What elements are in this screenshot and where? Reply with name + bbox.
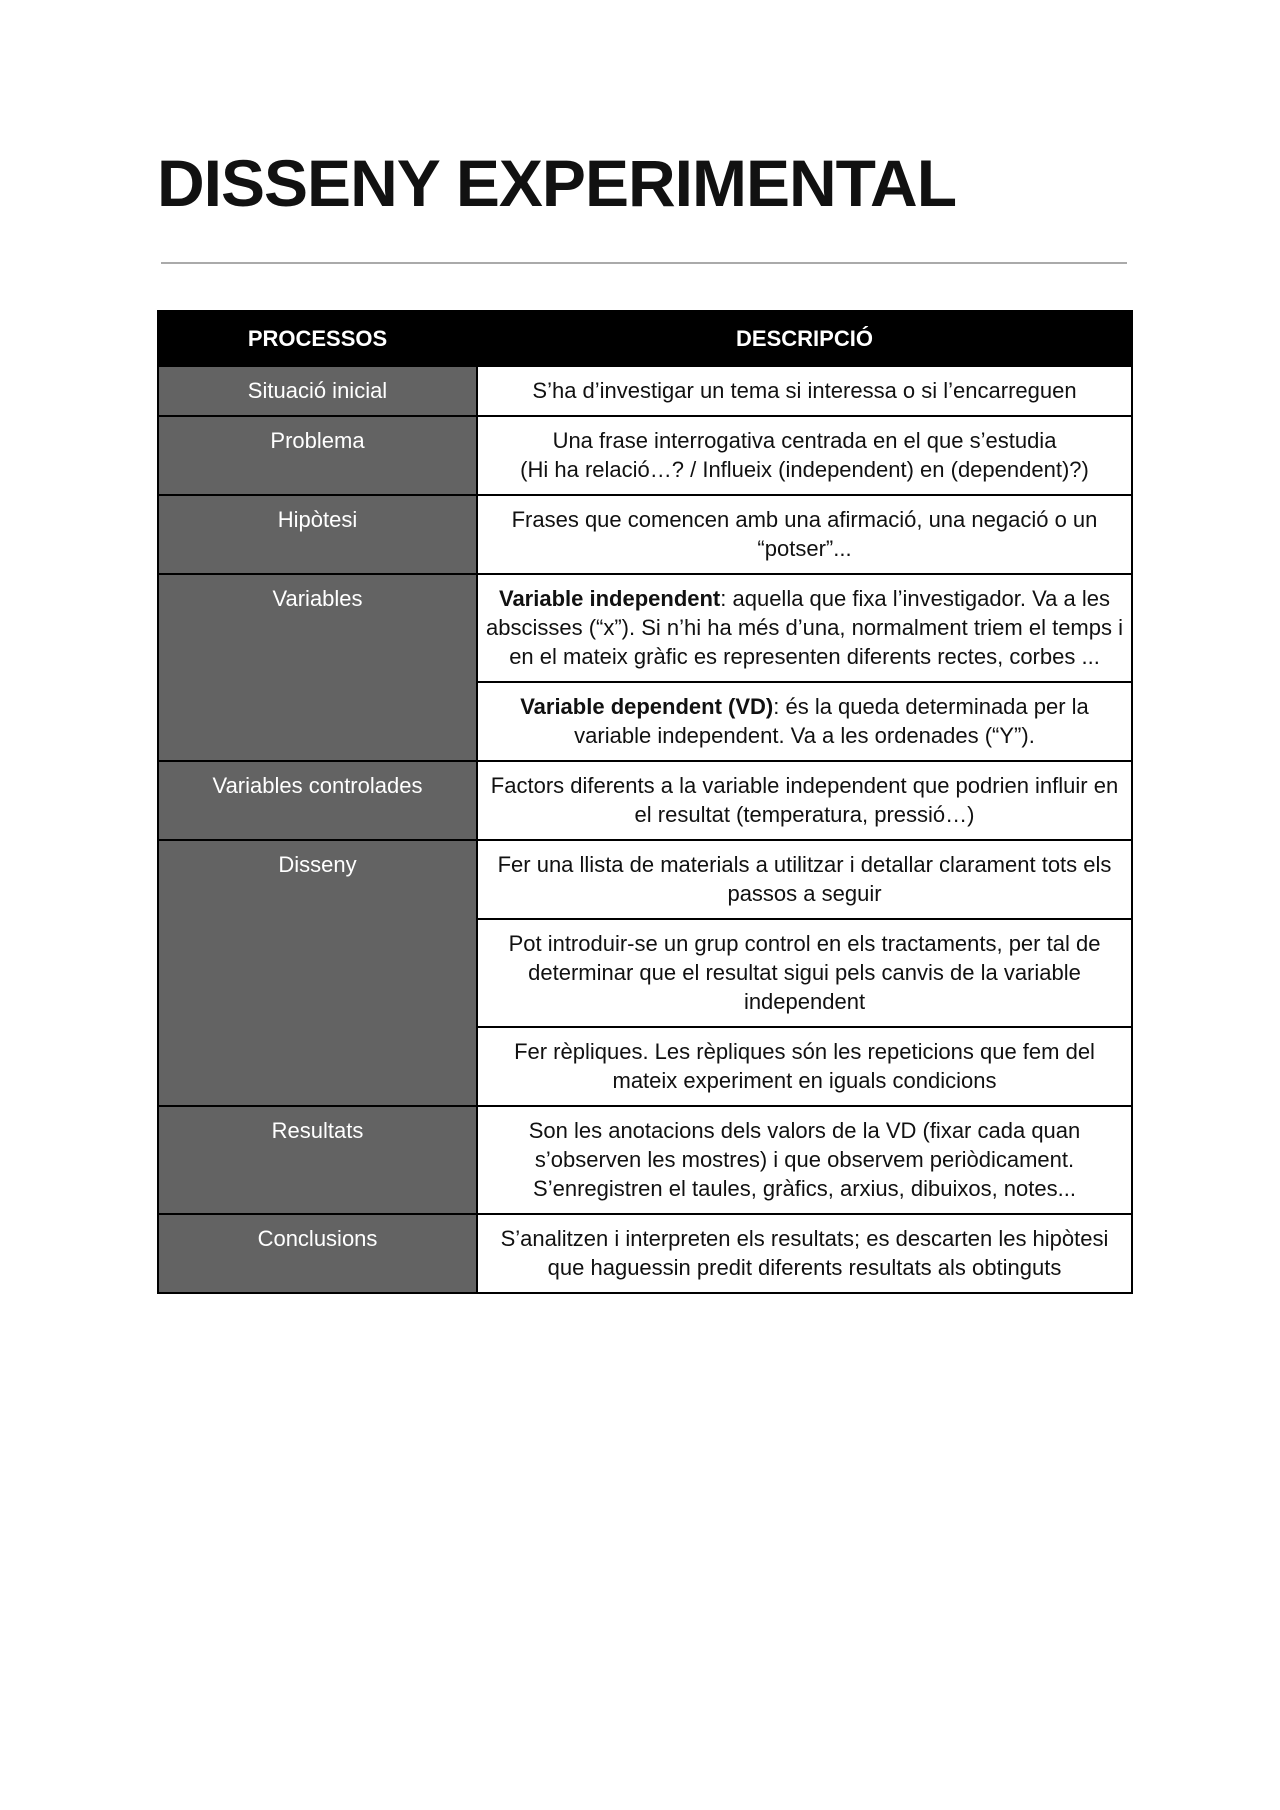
process-cell: Variables xyxy=(158,574,477,761)
description-cell: S’analitzen i interpreten els resultats; es descarten les hipòtesi que haguessin predit diferents resultats als obtinguts xyxy=(477,1214,1132,1293)
title-divider xyxy=(161,262,1127,264)
process-cell: Problema xyxy=(158,416,477,495)
description-cell xyxy=(477,416,1132,495)
table-row xyxy=(158,840,1132,919)
table-row xyxy=(158,495,1132,574)
process-cell: Disseny xyxy=(158,840,477,1106)
process-cell: Resultats xyxy=(158,1106,477,1214)
header-descripcio: DESCRIPCIÓ xyxy=(477,311,1132,366)
term-definition: : aquella que fixa l’investigador. Va a les abscisses (“x”). Si n’hi ha més d’una, normalment triem el temps i en el mateix gràfic es representen diferents rectes, corbes ... xyxy=(486,586,1123,669)
description-line: (Hi ha relació…? / Influeix (independent) en (dependent)?) xyxy=(520,457,1089,482)
table-row xyxy=(158,761,1132,840)
table-row xyxy=(158,1214,1132,1293)
page-title: DISSENY EXPERIMENTAL xyxy=(157,146,957,220)
header-processos: PROCESSOS xyxy=(158,311,477,366)
description-cell: Factors diferents a la variable independent que podrien influir en el resultat (temperatura, pressió…) xyxy=(477,761,1132,840)
table-row xyxy=(158,416,1132,495)
term-variable-dependent: Variable dependent (VD) xyxy=(520,694,774,719)
description-cell xyxy=(477,574,1132,682)
process-cell: Variables controlades xyxy=(158,761,477,840)
experimental-design-table xyxy=(157,310,1133,1294)
description-cell: Pot introduir-se un grup control en els tractaments, per tal de determinar que el resultat sigui pels canvis de la variable independent xyxy=(477,919,1132,1027)
description-cell xyxy=(477,682,1132,761)
process-cell: Hipòtesi xyxy=(158,495,477,574)
description-line: Una frase interrogativa centrada en el que s’estudia xyxy=(552,428,1057,453)
description-cell: Son les anotacions dels valors de la VD (fixar cada quan s’observen les mostres) i que observem periòdicament. S’enregistren el taules, gràfics, arxius, dibuixos, notes... xyxy=(477,1106,1132,1214)
term-variable-independent: Variable independent xyxy=(498,586,721,611)
description-cell: S’ha d’investigar un tema si interessa o si l’encarreguen xyxy=(477,366,1132,416)
process-cell: Situació inicial xyxy=(158,366,477,416)
process-cell: Conclusions xyxy=(158,1214,477,1293)
table-row xyxy=(158,574,1132,682)
table-header-row xyxy=(158,311,1132,366)
table-row xyxy=(158,1106,1132,1214)
table-row xyxy=(158,366,1132,416)
description-cell: Frases que comencen amb una afirmació, una negació o un “potser”... xyxy=(477,495,1132,574)
description-cell: Fer una llista de materials a utilitzar i detallar clarament tots els passos a seguir xyxy=(477,840,1132,919)
term-definition: : és la queda determinada per la variable independent. Va a les ordenades (“Y”). xyxy=(574,694,1089,748)
description-cell: Fer rèpliques. Les rèpliques són les repeticions que fem del mateix experiment en iguals condicions xyxy=(477,1027,1132,1106)
